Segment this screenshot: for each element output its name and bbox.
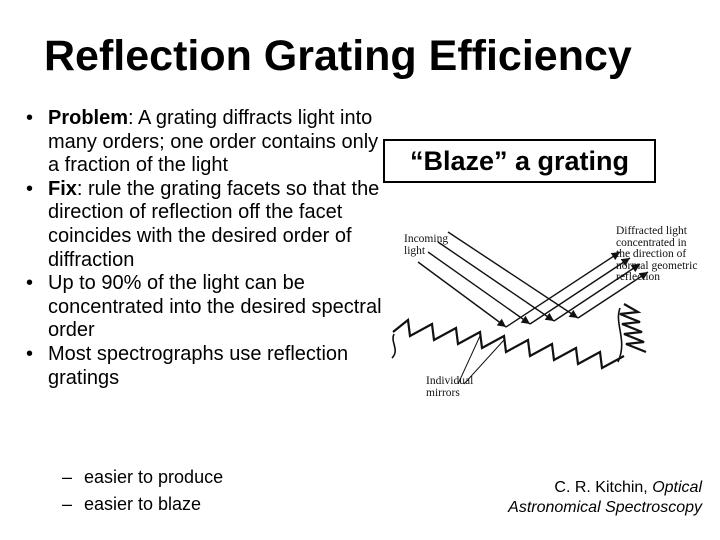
grating-edge <box>392 334 395 358</box>
grating-surface <box>393 320 624 368</box>
bullet-text: : A grating diffracts light into many orders; one order contains only a fraction of the light <box>48 107 379 177</box>
bullet-dot: • <box>26 272 34 295</box>
blazed-grating-figure <box>388 212 720 417</box>
sub-bullet-text: easier to blaze <box>84 494 202 514</box>
incoming-ray <box>428 252 530 324</box>
grating-surface <box>620 304 646 352</box>
bullet-lead: Fix <box>48 177 77 200</box>
sub-bullet-list <box>62 464 223 518</box>
citation-author: C. R. Kitchin, <box>554 479 653 496</box>
bullet-efficiency <box>20 272 390 343</box>
citation-work-continued: Astronomical Spectroscopy <box>508 499 702 516</box>
sub-bullet-blaze <box>62 491 223 518</box>
bullet-dot: • <box>26 342 34 365</box>
blaze-callout: “Blaze” a grating <box>383 139 656 183</box>
dash-marker: – <box>62 467 73 487</box>
bullet-text: : rule the grating facets so that the direction of reflection off the facet coincides with the desired order of diffraction <box>48 177 380 271</box>
slide-title: Reflection Grating Efficiency <box>44 32 632 80</box>
diffracted-ray <box>530 258 630 324</box>
citation-work: Optical <box>652 479 702 496</box>
bullet-text: Up to 90% of the light can be concentrated into the desired spectral order <box>48 272 382 342</box>
bullet-dot: • <box>26 177 34 200</box>
diffracted-light-label: Diffracted light concentrated in the direction of normal geometric reflection <box>616 225 698 283</box>
citation <box>442 478 702 518</box>
grating-edge <box>618 308 622 362</box>
sub-bullet-produce <box>62 464 223 491</box>
incoming-light-label: Incoming light <box>404 233 449 257</box>
bullet-fix <box>20 178 390 272</box>
bullet-problem <box>20 107 390 178</box>
bullet-spectrographs <box>20 343 390 390</box>
incoming-ray <box>418 262 506 327</box>
bullet-lead: Problem <box>48 107 129 129</box>
mirrors-label: Individual mirrors <box>426 375 474 399</box>
dash-marker: – <box>62 494 73 514</box>
bullet-text: Most spectrographs use reflection gratings <box>48 342 349 389</box>
bullet-dot: • <box>26 107 34 129</box>
bullet-list <box>20 107 390 390</box>
sub-bullet-text: easier to produce <box>84 467 224 487</box>
incoming-ray <box>438 242 554 321</box>
